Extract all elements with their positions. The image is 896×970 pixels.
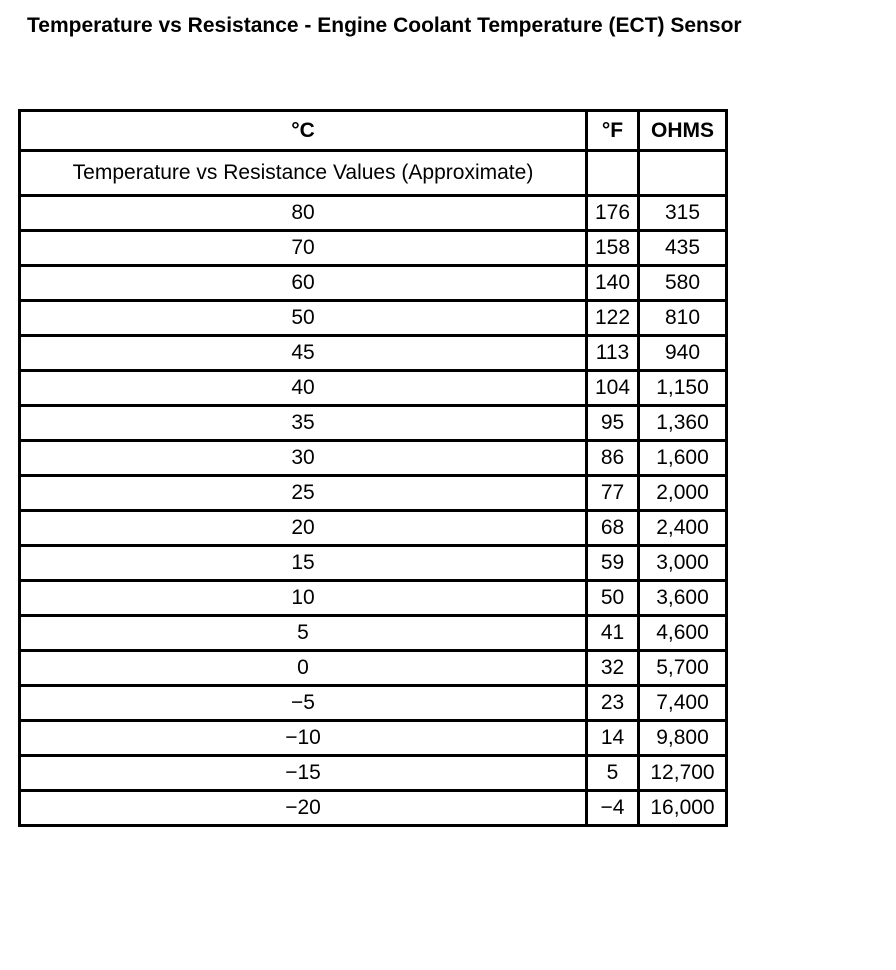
cell-ohms: 1,150 <box>639 371 727 406</box>
table-body <box>20 196 727 826</box>
cell-ohms: 16,000 <box>639 791 727 826</box>
table-row <box>20 546 727 581</box>
cell-fahrenheit: 5 <box>587 756 639 791</box>
cell-celsius: 5 <box>20 616 587 651</box>
header-fahrenheit: °F <box>587 111 639 151</box>
cell-fahrenheit: 95 <box>587 406 639 441</box>
cell-fahrenheit: 14 <box>587 721 639 756</box>
cell-fahrenheit: −4 <box>587 791 639 826</box>
header-celsius: °C <box>20 111 587 151</box>
cell-ohms: 4,600 <box>639 616 727 651</box>
cell-ohms: 810 <box>639 301 727 336</box>
cell-fahrenheit: 113 <box>587 336 639 371</box>
cell-celsius: 35 <box>20 406 587 441</box>
table-row <box>20 721 727 756</box>
cell-ohms: 435 <box>639 231 727 266</box>
subheader-empty-f <box>587 151 639 196</box>
cell-celsius: 50 <box>20 301 587 336</box>
cell-ohms: 12,700 <box>639 756 727 791</box>
table-row <box>20 406 727 441</box>
table-row <box>20 231 727 266</box>
cell-celsius: 40 <box>20 371 587 406</box>
table-row <box>20 756 727 791</box>
cell-fahrenheit: 59 <box>587 546 639 581</box>
table-row <box>20 476 727 511</box>
table-row <box>20 266 727 301</box>
cell-celsius: −10 <box>20 721 587 756</box>
cell-fahrenheit: 122 <box>587 301 639 336</box>
page-title: Temperature vs Resistance - Engine Coolant Temperature (ECT) Sensor <box>27 14 742 37</box>
cell-fahrenheit: 140 <box>587 266 639 301</box>
cell-celsius: 0 <box>20 651 587 686</box>
table-row <box>20 581 727 616</box>
cell-ohms: 7,400 <box>639 686 727 721</box>
cell-celsius: 80 <box>20 196 587 231</box>
table-row <box>20 301 727 336</box>
cell-ohms: 1,360 <box>639 406 727 441</box>
cell-ohms: 5,700 <box>639 651 727 686</box>
table-row <box>20 336 727 371</box>
cell-celsius: 30 <box>20 441 587 476</box>
table-subheader-row <box>20 151 727 196</box>
cell-fahrenheit: 86 <box>587 441 639 476</box>
subheader-empty-ohms <box>639 151 727 196</box>
subheader-label: Temperature vs Resistance Values (Approximate) <box>20 151 587 196</box>
cell-ohms: 1,600 <box>639 441 727 476</box>
table-row <box>20 511 727 546</box>
table-row <box>20 616 727 651</box>
table-row <box>20 651 727 686</box>
cell-celsius: −5 <box>20 686 587 721</box>
cell-fahrenheit: 158 <box>587 231 639 266</box>
cell-celsius: 25 <box>20 476 587 511</box>
cell-celsius: 20 <box>20 511 587 546</box>
cell-ohms: 940 <box>639 336 727 371</box>
table-row <box>20 371 727 406</box>
cell-ohms: 2,000 <box>639 476 727 511</box>
cell-fahrenheit: 32 <box>587 651 639 686</box>
table-header-row <box>20 111 727 151</box>
cell-celsius: −20 <box>20 791 587 826</box>
table-row <box>20 441 727 476</box>
cell-fahrenheit: 68 <box>587 511 639 546</box>
cell-ohms: 3,600 <box>639 581 727 616</box>
header-ohms: OHMS <box>639 111 727 151</box>
table-row <box>20 196 727 231</box>
table-row <box>20 791 727 826</box>
cell-fahrenheit: 41 <box>587 616 639 651</box>
cell-celsius: 70 <box>20 231 587 266</box>
cell-celsius: 15 <box>20 546 587 581</box>
cell-fahrenheit: 176 <box>587 196 639 231</box>
cell-celsius: 45 <box>20 336 587 371</box>
cell-fahrenheit: 50 <box>587 581 639 616</box>
cell-celsius: 10 <box>20 581 587 616</box>
cell-fahrenheit: 77 <box>587 476 639 511</box>
cell-fahrenheit: 23 <box>587 686 639 721</box>
cell-ohms: 2,400 <box>639 511 727 546</box>
table-row <box>20 686 727 721</box>
cell-fahrenheit: 104 <box>587 371 639 406</box>
cell-ohms: 9,800 <box>639 721 727 756</box>
ect-resistance-table <box>18 109 728 827</box>
cell-celsius: 60 <box>20 266 587 301</box>
cell-celsius: −15 <box>20 756 587 791</box>
cell-ohms: 3,000 <box>639 546 727 581</box>
cell-ohms: 315 <box>639 196 727 231</box>
cell-ohms: 580 <box>639 266 727 301</box>
